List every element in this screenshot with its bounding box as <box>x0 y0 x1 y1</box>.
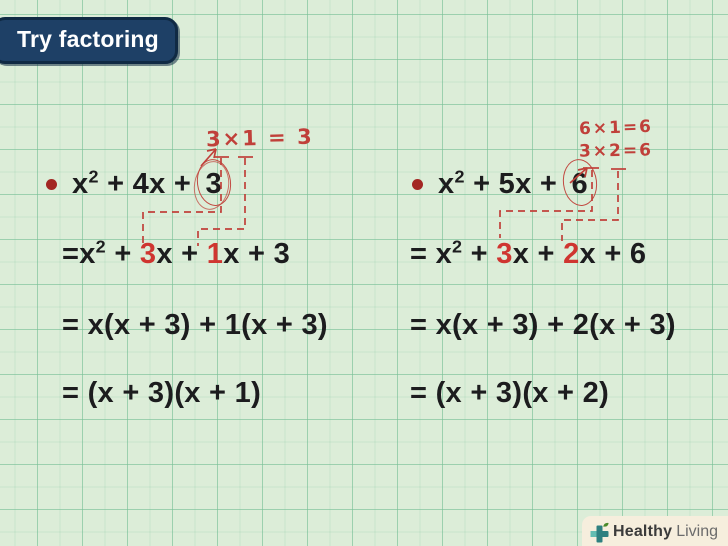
problem-expression-left: $x^2 + 4x + 3$ <box>72 168 228 201</box>
bullet-icon <box>46 179 57 190</box>
brand-name-bold: Healthy <box>612 523 673 540</box>
bullet-icon <box>412 179 423 190</box>
step-line-left-2: = x(x + 3) + 1(x + 3) <box>62 309 328 341</box>
circled-constant-left: 3 <box>200 168 228 201</box>
health-cross-leaf-icon <box>590 522 609 543</box>
brand-name-light: Living <box>676 523 718 540</box>
step-line-right-1: = $x^2 + 3x + 2x + 6$ <box>410 236 647 270</box>
problem-line-right <box>412 168 594 201</box>
step-line-left-3: = (x + 3)(x + 1) <box>62 377 262 409</box>
red-coefficient: 3 <box>496 238 513 270</box>
red-coefficient: 1 <box>206 238 224 270</box>
title-badge <box>0 17 178 64</box>
circled-constant-right: 6 <box>566 168 594 201</box>
red-coefficient: 3 <box>139 238 157 270</box>
brand-logo <box>582 516 728 546</box>
factor-annotation-right-2: 3×2=6 <box>578 140 654 162</box>
step-line-right-3: = (x + 3)(x + 2) <box>410 377 610 409</box>
problem-expression-right: $x^2 + 5x + 6$ <box>438 168 594 201</box>
factor-annotation-right-1: 6×1=6 <box>578 116 654 140</box>
factor-annotation-left: 3×1 = 3 <box>205 124 314 152</box>
page-title: Try factoring <box>17 26 159 52</box>
step-line-left-1: $=x^2 + 3x + 1x + 3$ <box>62 236 290 270</box>
problem-line-left <box>46 168 228 201</box>
red-coefficient: 2 <box>563 238 580 270</box>
step-line-right-2: = x(x + 3) + 2(x + 3) <box>410 309 676 341</box>
